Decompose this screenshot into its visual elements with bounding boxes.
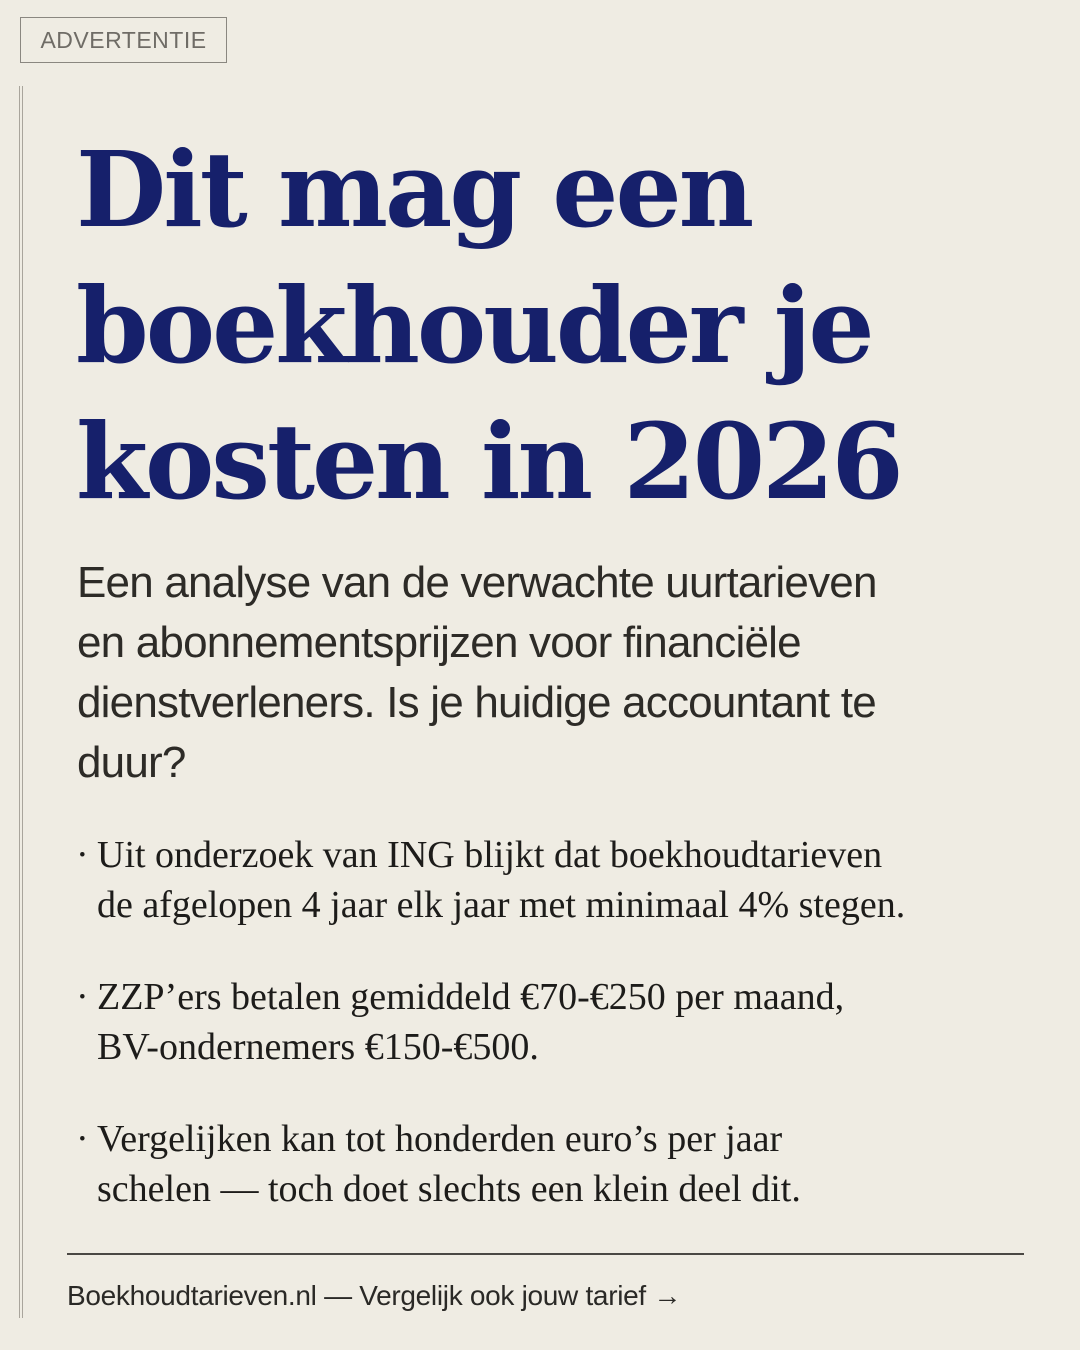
bullet-text-line: BV-ondernemers €150-€500. bbox=[97, 1026, 539, 1068]
subheading bbox=[77, 553, 1067, 793]
bullet-marker: · bbox=[76, 976, 89, 1018]
bullet-text-line: de afgelopen 4 jaar elk jaar met minimaal 4% stegen. bbox=[97, 884, 906, 926]
subheading-line: duur? bbox=[77, 738, 186, 787]
headline-line: kosten in 2026 bbox=[76, 400, 901, 523]
bullet-item bbox=[76, 830, 1066, 972]
bullet-text-line: schelen — toch doet slechts een klein deel dit. bbox=[97, 1168, 801, 1210]
bullet-marker: · bbox=[76, 834, 89, 876]
bullet-item bbox=[76, 1114, 1066, 1256]
headline-line: boekhouder je bbox=[76, 264, 872, 387]
bullet-text-line: Uit onderzoek van ING blijkt dat boekhoudtarieven bbox=[97, 834, 883, 876]
advertisement-label: ADVERTENTIE bbox=[20, 17, 227, 63]
footer-divider bbox=[67, 1253, 1024, 1255]
bullet-marker: · bbox=[76, 1118, 89, 1160]
left-double-rule bbox=[19, 86, 23, 1318]
bullet-list bbox=[76, 830, 1066, 1256]
bullet-text-line: Vergelijken kan tot honderden euro’s per jaar bbox=[97, 1118, 783, 1160]
subheading-line: en abonnementsprijzen voor financiële bbox=[77, 618, 801, 667]
bullet-item bbox=[76, 972, 1066, 1114]
headline-line: Dit mag een bbox=[76, 128, 752, 251]
footer-link[interactable]: Boekhoudtarieven.nl — Vergelijk ook jouw tarief → bbox=[67, 1280, 682, 1311]
subheading-line: Een analyse van de verwachte uurtarieven bbox=[77, 558, 877, 607]
subheading-line: dienstverleners. Is je huidige accountant te bbox=[77, 678, 876, 727]
bullet-text-line: ZZP’ers betalen gemiddeld €70-€250 per maand, bbox=[97, 976, 845, 1018]
headline bbox=[76, 122, 1066, 530]
